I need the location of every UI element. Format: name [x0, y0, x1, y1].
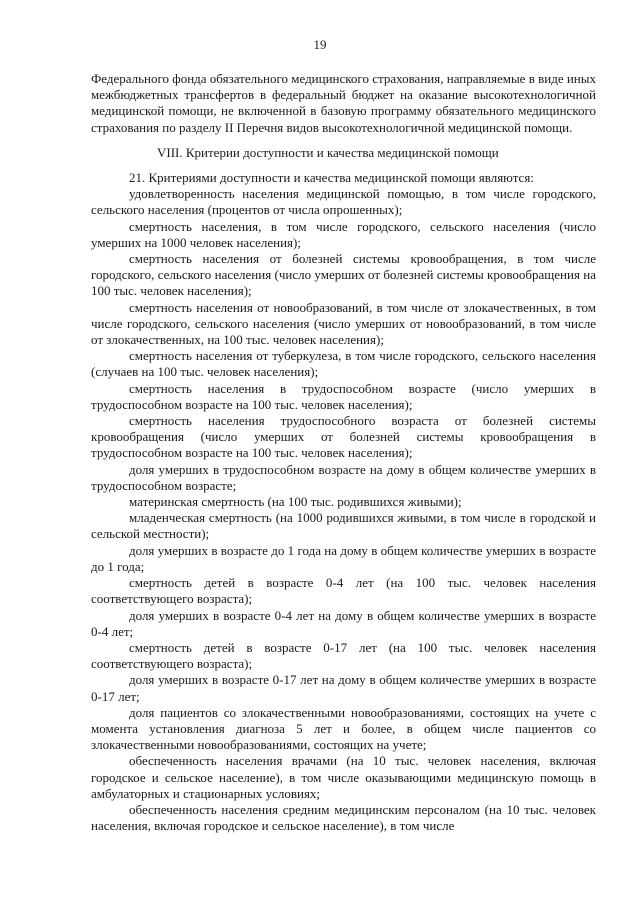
- section-heading: VIII. Критерии доступности и качества медицинской помощи: [157, 144, 499, 160]
- criteria-paragraph: смертность населения от новообразований, в том числе от злокачественных, в том числе городского, сельского населения (число умерших от новообразований, в том числе от злокачественных, на 100 тыс. человек населения);: [91, 299, 596, 348]
- criteria-paragraph: смертность населения, в том числе городского, сельского населения (число умерших на 1000 человек населения);: [91, 218, 596, 250]
- criteria-paragraph: смертность детей в возрасте 0-4 лет (на 100 тыс. человек населения соответствующего возраста);: [91, 575, 596, 607]
- page-body: [91, 71, 596, 834]
- criteria-paragraph: доля умерших в возрасте 0-17 лет на дому в общем количестве умерших в возрасте 0-17 лет;: [91, 672, 596, 704]
- criteria-paragraph: смертность населения трудоспособного возраста от болезней системы кровообращения (число умерших от болезней системы кровообращения в трудоспособном возрасте на 100 тыс. человек населения);: [91, 413, 596, 461]
- criteria-paragraph: доля пациентов со злокачественными новообразованиями, состоящих на учете с момента установления диагноза 5 лет и более, в общем числе пациентов со злокачественными новообразованиями, состоящих на учете;: [91, 704, 596, 753]
- criteria-paragraph: смертность населения от туберкулеза, в том числе городского, сельского населения (случаев на 100 тыс. человек населения);: [91, 348, 596, 380]
- criteria-list: [91, 170, 596, 834]
- criteria-paragraph: смертность детей в возрасте 0-17 лет (на 100 тыс. человек населения соответствующего возраста);: [91, 639, 596, 672]
- criteria-paragraph: обеспеченность населения средним медицинским персоналом (на 10 тыс. человек населения, включая городское и сельское население), в том числе: [91, 801, 596, 834]
- criteria-paragraph: доля умерших в трудоспособном возрасте на дому в общем количестве умерших в трудоспособном возрасте;: [91, 461, 596, 493]
- page-number: 19: [313, 37, 327, 52]
- criteria-paragraph: смертность населения от болезней системы кровообращения, в том числе городского, сельского населения (число умерших от болезней системы кровообращения на 100 тыс. человек населения);: [91, 251, 596, 299]
- criteria-paragraph: 21. Критериями доступности и качества медицинской помощи являются:: [129, 170, 534, 186]
- criteria-paragraph: удовлетворенность населения медицинской помощью, в том числе городского, сельского населения (процентов от числа опрошенных);: [91, 186, 596, 218]
- criteria-paragraph: смертность населения в трудоспособном возрасте (число умерших в трудоспособном возрасте на 100 тыс. человек населения);: [91, 380, 596, 412]
- criteria-paragraph: доля умерших в возрасте до 1 года на дому в общем количестве умерших в возрасте до 1 года;: [91, 542, 596, 574]
- criteria-paragraph: младенческая смертность (на 1000 родившихся живыми, в том числе в городской и сельской местности);: [91, 510, 596, 542]
- intro-paragraph: Федерального фонда обязательного медицинского страхования, направляемые в виде иных межбюджетных трансфертов в федеральный бюджет на оказание высокотехнологичной медицинской помощи, не включенной в базовую программу обязательного медицинского страхования по разделу II Перечня видов высокотехнологичной медицинской помощи.: [91, 71, 596, 135]
- criteria-paragraph: доля умерших в возрасте 0-4 лет на дому в общем количестве умерших в возрасте 0-4 лет;: [91, 607, 596, 639]
- criteria-paragraph: материнская смертность (на 100 тыс. родившихся живыми);: [129, 494, 462, 510]
- criteria-paragraph: обеспеченность населения врачами (на 10 тыс. человек населения, включая городское и сельское население), в том числе оказывающими медицинскую помощь в амбулаторных и стационарных условиях;: [91, 753, 596, 801]
